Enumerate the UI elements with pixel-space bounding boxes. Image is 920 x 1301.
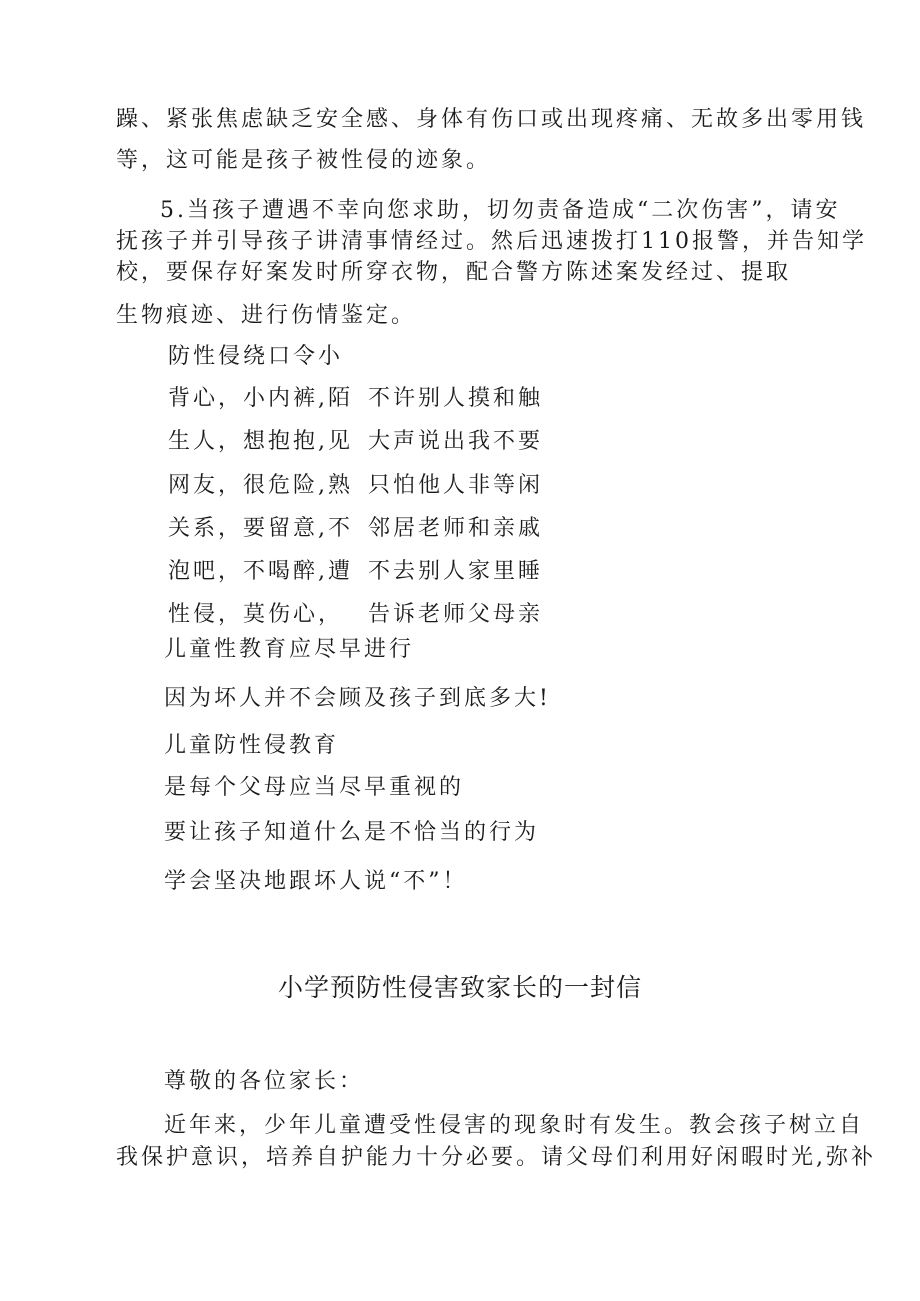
para5-line2: 抚孩子并引导孩子讲清事情经过。然后迅速拨打110报警，并告知学 [116,229,867,254]
letter-salutation: 尊敬的各位家长： [164,1069,365,1094]
rhyme-right-6: 告诉老师父母亲 [368,602,544,627]
letter-body-line1: 近年来，少年儿童遭受性侵害的现象时有发生。教会孩子树立自 [164,1113,865,1138]
letter-title: 小学预防性侵害致家长的一封信 [277,973,642,1002]
rhyme-right-1: 不许别人摸和触 [368,386,544,411]
rhyme-left-5: 泡吧，不喝醉,遭 [168,559,353,584]
para5-line1: 5.当孩子遭遇不幸向您求助，切勿责备造成“二次伤害”，请安 [160,198,841,223]
para4-line1: 躁、紧张焦虑缺乏安全感、身体有伤口或出现疼痛、无故多出零用钱 [116,107,867,132]
rhyme-heading: 防性侵绕口令小 [168,344,344,369]
rhyme-left-3: 网友，很危险,熟 [168,473,353,498]
rhyme-right-2: 大声说出我不要 [368,429,544,454]
closing-line-5: 要让孩子知道什么是不恰当的行为 [164,820,540,845]
para5-line4: 生物痕迹、进行伤情鉴定。 [116,303,417,328]
letter-body-line2: 我保护意识，培养自护能力十分必要。请父母们利用好闲暇时光,弥补 [116,1145,876,1170]
rhyme-left-2: 生人，想抱抱,见 [168,429,353,454]
closing-line-4: 是每个父母应当尽早重视的 [164,775,465,800]
rhyme-left-1: 背心，小内裤,陌 [168,386,353,411]
rhyme-right-4: 邻居老师和亲戚 [368,516,544,541]
para4-line2: 等，这可能是孩子被性侵的迹象。 [116,148,492,173]
rhyme-left-6: 性侵，莫伤心， [168,602,344,627]
rhyme-right-5: 不去别人家里睡 [368,559,544,584]
rhyme-right-3: 只怕他人非等闲 [368,473,544,498]
closing-line-2: 因为坏人并不会顾及孩子到底多大! [164,686,551,711]
para5-line3: 校，要保存好案发时所穿衣物，配合警方陈述案发经过、提取 [116,260,792,285]
closing-line-1: 儿童性教育应尽早进行 [164,637,415,662]
closing-line-6: 学会坚决地跟坏人说“不”！ [164,869,468,894]
closing-line-3: 儿童防性侵教育 [164,733,340,758]
rhyme-left-4: 关系，要留意,不 [168,516,353,541]
